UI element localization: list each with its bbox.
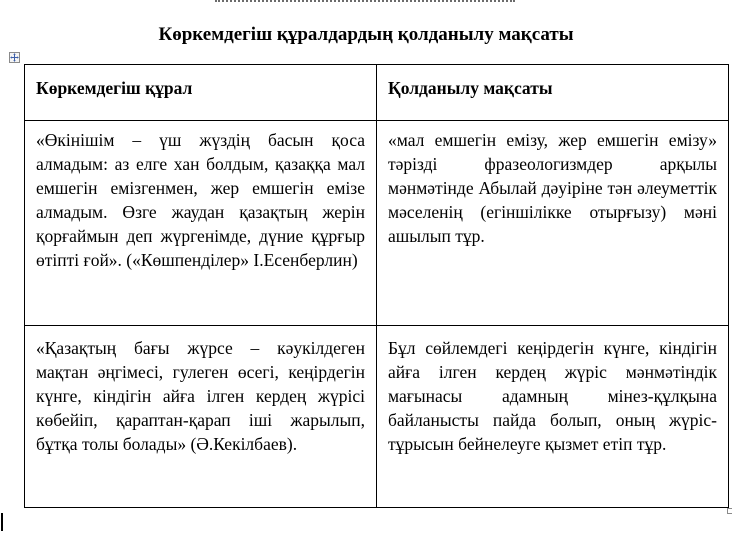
table-resize-handle[interactable] xyxy=(727,508,732,514)
content-table xyxy=(24,64,729,508)
document-title: Көркемдегіш құралдардың қолданылу мақсаты xyxy=(158,24,574,45)
table-row xyxy=(25,121,729,326)
table-cell-device[interactable] xyxy=(25,326,377,508)
move-arrows-icon[interactable] xyxy=(9,52,20,63)
table-row xyxy=(25,326,729,508)
table-cell-purpose[interactable] xyxy=(377,121,729,326)
clipped-previous-line xyxy=(215,0,515,5)
cell-text: Бұл сөйлемдегі кеңірдегін күнге, кіндігін айға ілген кердең жүріс мәнмәтіндік мағынасы адамның мінез-құлқына байланысты пайда болып, оның жүріс-тұрысын бейнелеуге қызмет етіп тұр. xyxy=(388,338,717,454)
header-cell-purpose[interactable]: Қолданылу мақсаты xyxy=(377,65,729,121)
table-cell-device[interactable] xyxy=(25,121,377,326)
table-cell-purpose[interactable] xyxy=(377,326,729,508)
header-cell-device[interactable]: Көркемдегіш құрал xyxy=(25,65,377,121)
text-cursor xyxy=(1,513,3,531)
cell-text: «мал емшегін емізу, жер емшегін емізу» тәрізді фразеологизмдер арқылы мәнмәтінде Абылай дәуіріне тән әлеуметтік мәселенің (егіншілікке отырғызу) мәні ашылып тұр. xyxy=(388,130,717,246)
cell-text: «Қазақтың бағы жүрсе – кәукілдеген мақтан әңгімесі, гулеген өсегі, кеңірдегін күнге, кіндігін айға ілген кердең жүрісі көбейіп, қараптан-қарап іші жарылып, бұтқа толы болады» (Ә.Кекілбаев). xyxy=(36,338,365,454)
cell-text: «Өкінішім – үш жүздің басын қоса алмадым: аз елге хан болдым, қазаққа мал емшегін емізгенмен, жер емшегін емізе алмадым. Өзге жаудан қазақтың жерін қорғаймын деп жүргенімде, дүние құрғыр өтіпті ғой». («Көшпенділер» І.Есенберлин) xyxy=(36,130,365,270)
table-header-row xyxy=(25,65,729,121)
